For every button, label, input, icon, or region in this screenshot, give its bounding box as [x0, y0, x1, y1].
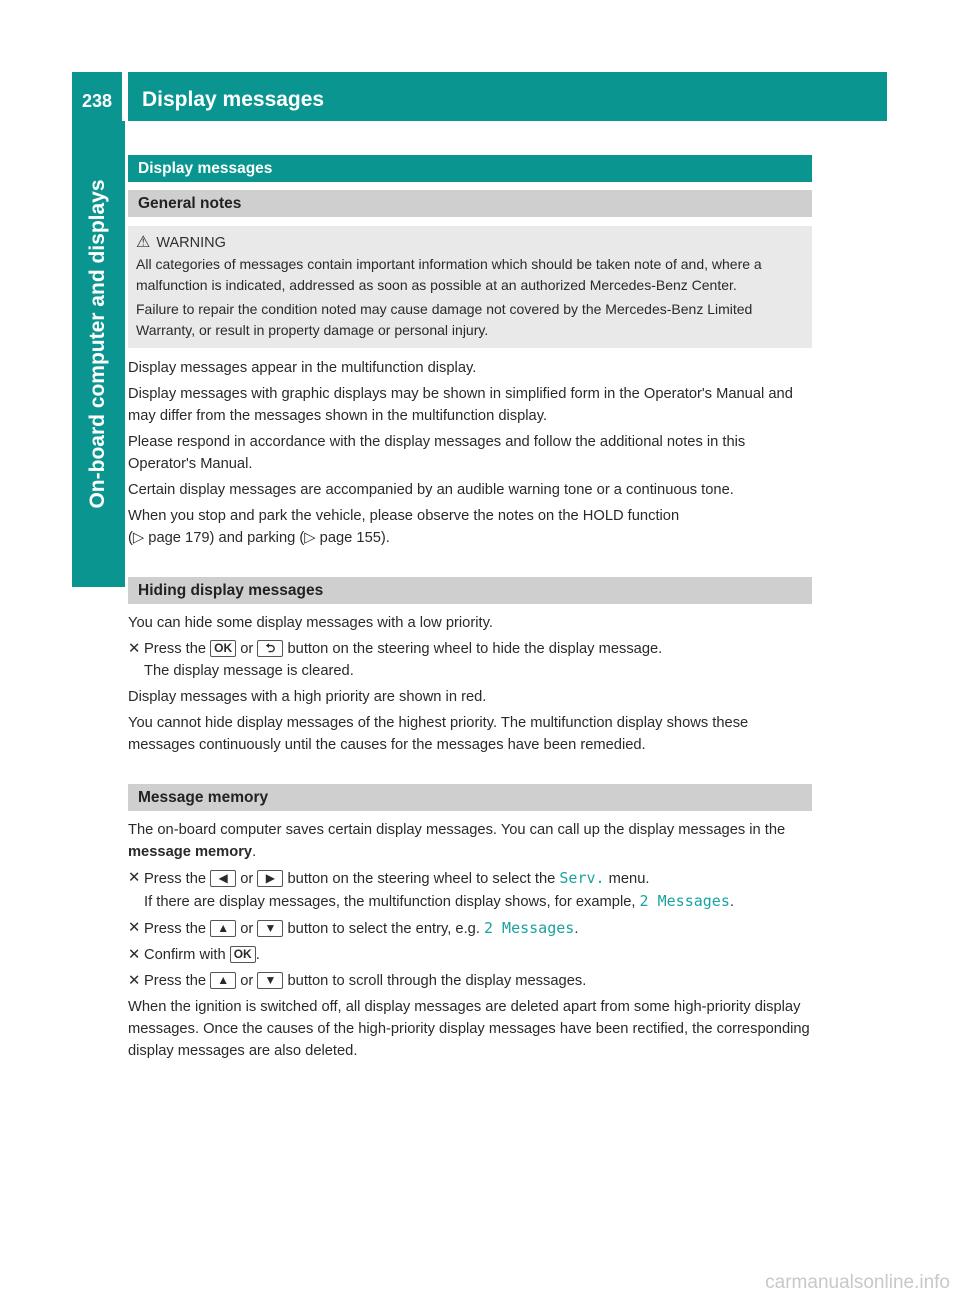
text: Press the: [144, 973, 207, 989]
step-arrow-icon: ✕: [128, 973, 141, 989]
warning-text: Failure to repair the condition noted may cause damage not covered by the Mercedes-Benz Limited Warranty, or result in property damage or personal injury.: [136, 301, 753, 338]
bold-term: message memory: [128, 844, 253, 860]
down-key-icon: ▼: [257, 920, 283, 937]
general-notes-heading: General notes: [128, 190, 812, 217]
back-key-icon: ⮌: [257, 640, 283, 657]
warning-triangle-icon: ⚠: [136, 234, 151, 251]
paragraph: Certain display messages are accompanied by an audible warning tone or a continuous tone.: [128, 482, 734, 498]
display-text: Serv.: [559, 869, 605, 887]
display-text: 2 Messages: [639, 892, 730, 910]
text: button to scroll through the display messages.: [287, 973, 587, 989]
text: button on the steering wheel to select the: [287, 871, 556, 887]
step-arrow-icon: ✕: [128, 641, 141, 657]
text: If there are display messages, the multifunction display shows, for example,: [144, 894, 636, 910]
text: Press the: [144, 871, 207, 887]
header-separator: [122, 72, 128, 121]
text: or: [240, 973, 254, 989]
paragraph: When the ignition is switched off, all display messages are deleted apart from some high-priority display messages. Once the causes of the high-priority display messages have been rectified, the corresponding display messages are also deleted.: [128, 999, 810, 1059]
step-result: If there are display messages, the multifunction display shows, for example, 2 Messages.: [144, 892, 734, 910]
text: (: [128, 530, 133, 546]
step-arrow-icon: ✕: [128, 870, 141, 886]
down-key-icon: ▼: [257, 972, 283, 989]
page-content: [128, 155, 812, 1066]
step-arrow-icon: ✕: [128, 920, 141, 936]
page-ref-icon: ▷: [132, 530, 145, 546]
instruction-step: ✕ Press the ▲ or ▼ button to select the entry, e.g. 2 Messages.: [128, 919, 579, 937]
text: or: [240, 641, 254, 657]
warning-header: [136, 232, 804, 254]
paragraph: You cannot hide display messages of the highest priority. The multifunction display shows these messages continuously until the causes for the messages have been remedied.: [128, 715, 749, 753]
text: Confirm with: [144, 947, 226, 963]
footer-watermark: carmanualsonline.info: [765, 1272, 950, 1293]
page-number: 238: [82, 91, 113, 111]
text: button to select the entry, e.g.: [287, 921, 480, 937]
paragraph: Display messages appear in the multifunction display.: [128, 360, 477, 376]
message-memory-heading: Message memory: [128, 784, 812, 811]
hiding-heading: Hiding display messages: [128, 577, 812, 604]
warning-text: All categories of messages contain important information which should be taken note of and, where a malfunction is indicated, addressed as soon as possible at an authorized Mercedes-Benz Center.: [136, 256, 762, 293]
instruction-step: [128, 867, 812, 913]
step-result: The display message is cleared.: [144, 663, 354, 679]
instruction-step: ✕ Confirm with OK .: [128, 944, 812, 966]
text: Press the: [144, 641, 207, 657]
up-key-icon: ▲: [210, 920, 236, 937]
text: When you stop and park the vehicle, please observe the notes on the HOLD function: [128, 508, 680, 524]
up-key-icon: ▲: [210, 972, 236, 989]
paragraph: You can hide some display messages with a low priority.: [128, 615, 493, 631]
text: menu.: [608, 871, 650, 887]
ok-key-icon: OK: [230, 946, 256, 963]
paragraph: Please respond in accordance with the display messages and follow the additional notes in this Operator's Manual.: [128, 434, 746, 472]
ok-key-icon: OK: [210, 640, 236, 657]
page-ref-icon: ▷: [304, 530, 316, 546]
text: The on-board computer saves certain display messages. You can call up the display messages in the: [128, 822, 786, 838]
page-link[interactable]: page 179) and parking (: [148, 530, 305, 546]
text: .: [252, 844, 257, 860]
text: or: [240, 871, 254, 887]
paragraph: [128, 505, 812, 549]
paragraph: Display messages with graphic displays may be shown in simplified form in the Operator's Manual and may differ from the messages shown in the multifunction display.: [128, 386, 793, 424]
step-arrow-icon: ✕: [128, 947, 141, 963]
paragraph: [128, 819, 812, 863]
text: button on the steering wheel to hide the display message.: [287, 641, 663, 657]
left-key-icon: ◀: [210, 870, 236, 887]
text: Press the: [144, 921, 207, 937]
warning-box: [128, 226, 812, 348]
instruction-step: [128, 970, 812, 992]
page-link[interactable]: page 155).: [319, 530, 390, 546]
text: or: [240, 921, 254, 937]
paragraph: Display messages with a high priority are shown in red.: [128, 689, 487, 705]
display-text: 2 Messages: [484, 919, 575, 937]
header-title: Display messages: [142, 88, 325, 111]
right-key-icon: ▶: [257, 870, 283, 887]
warning-label: WARNING: [156, 235, 226, 251]
side-tab-label: On-board computer and displays: [86, 179, 109, 509]
section-title: Display messages: [128, 155, 812, 182]
instruction-step: [128, 638, 812, 682]
